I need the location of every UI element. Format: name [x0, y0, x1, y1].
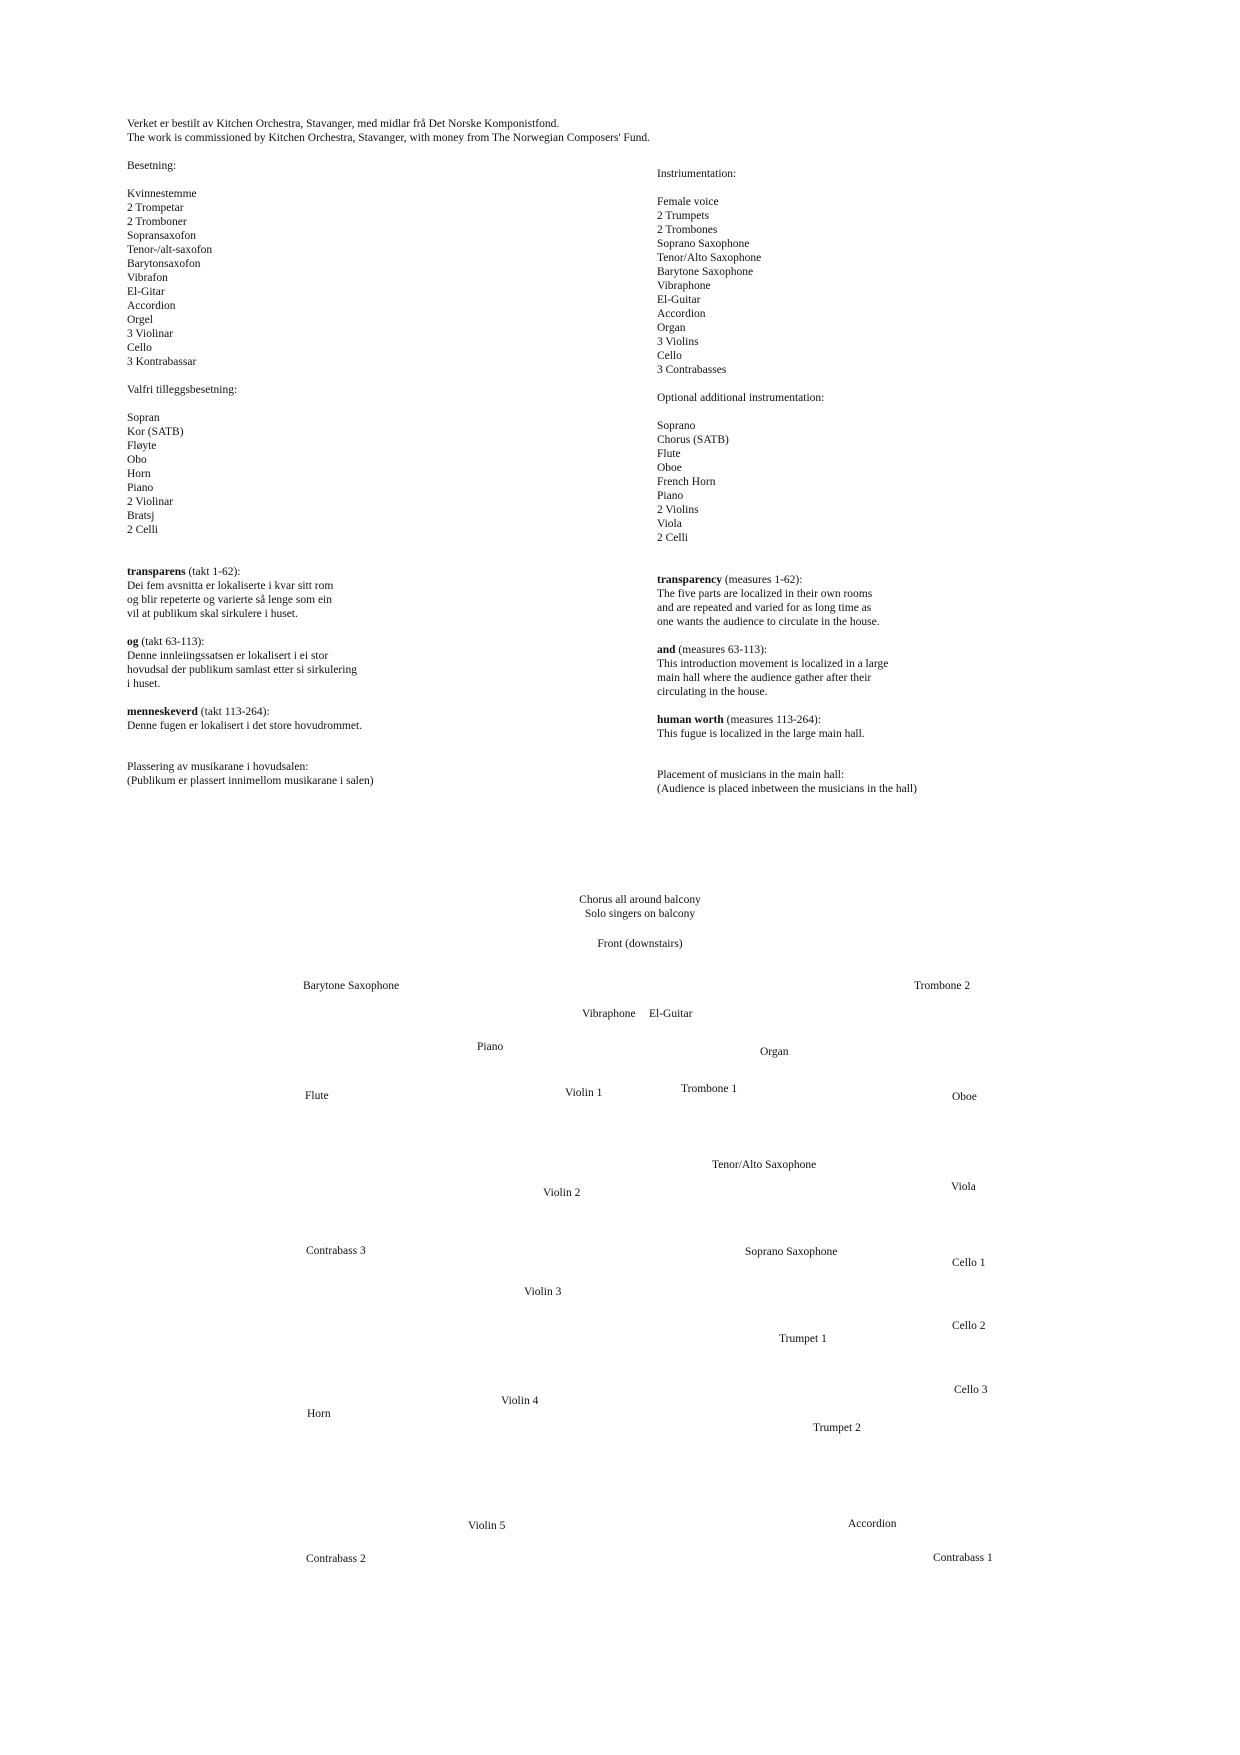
- movement-title: transparency: [657, 574, 722, 586]
- movement-range: (takt 1-62):: [185, 566, 241, 578]
- musician-cello-1: Cello 1: [952, 1257, 986, 1269]
- list-item: Piano: [127, 482, 154, 494]
- movements-en: [657, 573, 888, 741]
- front-label: Front (downstairs): [597, 938, 683, 950]
- movement-no: [127, 635, 362, 691]
- list-item: 2 Trumpets: [657, 210, 710, 222]
- optional-heading-en: Optional additional instrumentation:: [657, 392, 825, 404]
- musician-horn: Horn: [307, 1408, 331, 1420]
- list-item: Kor (SATB): [127, 426, 184, 438]
- list-item: Oboe: [657, 462, 682, 474]
- list-item: Soprano: [657, 420, 696, 432]
- placement-note-no: (Publikum er plassert innimellom musikarane i salen): [127, 775, 374, 787]
- musician-barytone-saxophone: Barytone Saxophone: [303, 980, 400, 992]
- list-item: 3 Violins: [657, 336, 699, 348]
- movement-title: human worth: [657, 714, 724, 726]
- list-item: 2 Tromboner: [127, 216, 187, 228]
- list-item: Barytone Saxophone: [657, 266, 754, 278]
- placement-note-en: (Audience is placed inbetween the musicians in the hall): [657, 783, 917, 795]
- list-item: 2 Celli: [127, 524, 158, 536]
- movement-text: og blir repeterte og varierte så lenge som ein: [127, 594, 333, 606]
- movement-range: (measures 113-264):: [723, 714, 822, 726]
- musician-piano: Piano: [477, 1041, 504, 1053]
- placement-en: [657, 768, 917, 796]
- list-item: Accordion: [657, 308, 706, 320]
- list-item: Accordion: [127, 300, 176, 312]
- list-item: Organ: [657, 322, 686, 334]
- musician-vibraphone: Vibraphone: [582, 1008, 636, 1020]
- commission-norwegian: Verket er bestilt av Kitchen Orchestra, Stavanger, med midlar frå Det Norske Komponistfond.: [127, 118, 560, 130]
- list-item: Cello: [657, 350, 682, 362]
- movement-range: (takt 113-264):: [197, 706, 270, 718]
- musician-trumpet-1: Trumpet 1: [779, 1333, 827, 1345]
- musician-violin-3: Violin 3: [524, 1286, 562, 1298]
- movement-range: (takt 63-113):: [138, 636, 205, 648]
- movement-text: This fugue is localized in the large main hall.: [657, 728, 865, 740]
- list-item: Sopransaxofon: [127, 230, 196, 242]
- movement-text: hovudsal der publikum samlast etter si sirkulering: [127, 664, 357, 676]
- musician-contrabass-1: Contrabass 1: [933, 1552, 993, 1564]
- list-item: French Horn: [657, 476, 716, 488]
- list-item: 2 Trompetar: [127, 202, 184, 214]
- musician-cello-2: Cello 2: [952, 1320, 986, 1332]
- list-item: Orgel: [127, 314, 153, 326]
- musician-violin-1: Violin 1: [565, 1087, 603, 1099]
- placement-no: [127, 760, 374, 788]
- musician-trombone-2: Trombone 2: [914, 980, 971, 992]
- musician-violin-5: Violin 5: [468, 1520, 506, 1532]
- english-column: [657, 167, 824, 545]
- musician-oboe: Oboe: [952, 1091, 977, 1103]
- musician-accordion: Accordion: [848, 1518, 897, 1530]
- list-item: El-Guitar: [657, 294, 701, 306]
- musician-cello-3: Cello 3: [954, 1384, 988, 1396]
- movement-text: and are repeated and varied for as long time as: [657, 602, 872, 614]
- movement-text: Dei fem avsnitta er lokaliserte i kvar sitt rom: [127, 580, 334, 592]
- musician-violin-2: Violin 2: [543, 1187, 581, 1199]
- musician-trumpet-2: Trumpet 2: [813, 1422, 861, 1434]
- movement-title: transparens: [127, 566, 186, 578]
- list-item: 3 Kontrabassar: [127, 356, 197, 368]
- list-item: Piano: [657, 490, 684, 502]
- list-item: 3 Contrabasses: [657, 364, 727, 376]
- commission-english: The work is commissioned by Kitchen Orchestra, Stavanger, with money from The Norwegian Composers' Fund.: [127, 132, 650, 144]
- movement-text: main hall where the audience gather after their: [657, 672, 872, 684]
- movement-range: (measures 1-62):: [721, 574, 803, 586]
- list-item: Tenor-/alt-saxofon: [127, 244, 213, 256]
- solo-singers-label: Solo singers on balcony: [584, 908, 696, 920]
- list-item: Flute: [657, 448, 681, 460]
- list-item: Barytonsaxofon: [127, 258, 201, 270]
- musician-organ: Organ: [760, 1046, 789, 1058]
- list-item: 2 Trombones: [657, 224, 718, 236]
- list-item: Fløyte: [127, 440, 157, 452]
- movement-no: [127, 565, 362, 621]
- movement-text: The five parts are localized in their own rooms: [657, 588, 873, 600]
- optional-list-en: [657, 419, 824, 545]
- list-item: 2 Violinar: [127, 496, 174, 508]
- optional-list-no: [127, 411, 237, 537]
- musician-viola: Viola: [951, 1181, 976, 1193]
- movement-text: vil at publikum skal sirkulere i huset.: [127, 608, 298, 620]
- list-item: Sopran: [127, 412, 160, 424]
- list-item: Obo: [127, 454, 147, 466]
- movement-no: [127, 705, 362, 733]
- instrument-list-en: [657, 195, 824, 377]
- movement-text: i huset.: [127, 678, 161, 690]
- list-item: Soprano Saxophone: [657, 238, 750, 250]
- musician-contrabass-3: Contrabass 3: [306, 1245, 366, 1257]
- list-item: Chorus (SATB): [657, 434, 729, 446]
- movement-title: og: [127, 636, 139, 648]
- instrumentation-heading-no: Besetning:: [127, 160, 177, 172]
- musician-tenor-alto-saxophone: Tenor/Alto Saxophone: [712, 1159, 817, 1171]
- commission-note: [127, 117, 650, 145]
- musician-violin-4: Violin 4: [501, 1395, 539, 1407]
- movement-title: menneskeverd: [127, 706, 198, 718]
- movement-title: and: [657, 644, 676, 656]
- list-item: Bratsj: [127, 510, 155, 522]
- movements-no: [127, 565, 362, 733]
- list-item: 2 Celli: [657, 532, 688, 544]
- norwegian-column: [127, 159, 237, 537]
- balcony-note: [520, 893, 760, 921]
- list-item: Tenor/Alto Saxophone: [657, 252, 762, 264]
- list-item: 2 Violins: [657, 504, 699, 516]
- movement-text: Denne fugen er lokalisert i det store hovudrommet.: [127, 720, 363, 732]
- movement-en: [657, 643, 888, 699]
- musician-soprano-saxophone: Soprano Saxophone: [745, 1246, 838, 1258]
- list-item: Vibrafon: [127, 272, 168, 284]
- list-item: 3 Violinar: [127, 328, 174, 340]
- movement-text: This introduction movement is localized in a large: [657, 658, 889, 670]
- list-item: Vibraphone: [657, 280, 711, 292]
- optional-heading-no: Valfri tilleggsbesetning:: [127, 384, 238, 396]
- movement-text: Denne innleiingssatsen er lokalisert i ei stor: [127, 650, 329, 662]
- list-item: Kvinnestemme: [127, 188, 197, 200]
- list-item: El-Gitar: [127, 286, 165, 298]
- movement-en: [657, 713, 888, 741]
- musician-flute: Flute: [305, 1090, 329, 1102]
- musician-trombone-1: Trombone 1: [681, 1083, 738, 1095]
- movement-text: circulating in the house.: [657, 686, 768, 698]
- movement-range: (measures 63-113):: [675, 644, 768, 656]
- placement-title-en: Placement of musicians in the main hall:: [657, 769, 845, 781]
- list-item: Horn: [127, 468, 151, 480]
- list-item: Viola: [657, 518, 682, 530]
- list-item: Cello: [127, 342, 152, 354]
- musician-contrabass-2: Contrabass 2: [306, 1553, 366, 1565]
- movement-en: [657, 573, 888, 629]
- instrumentation-heading-en: Instriumentation:: [657, 168, 737, 180]
- musician-el-guitar: El-Guitar: [649, 1008, 693, 1020]
- movement-text: one wants the audience to circulate in the house.: [657, 616, 880, 628]
- chorus-balcony-label: Chorus all around balcony: [579, 894, 701, 906]
- instrument-list-no: [127, 187, 237, 369]
- list-item: Female voice: [657, 196, 719, 208]
- placement-title-no: Plassering av musikarane i hovudsalen:: [127, 761, 309, 773]
